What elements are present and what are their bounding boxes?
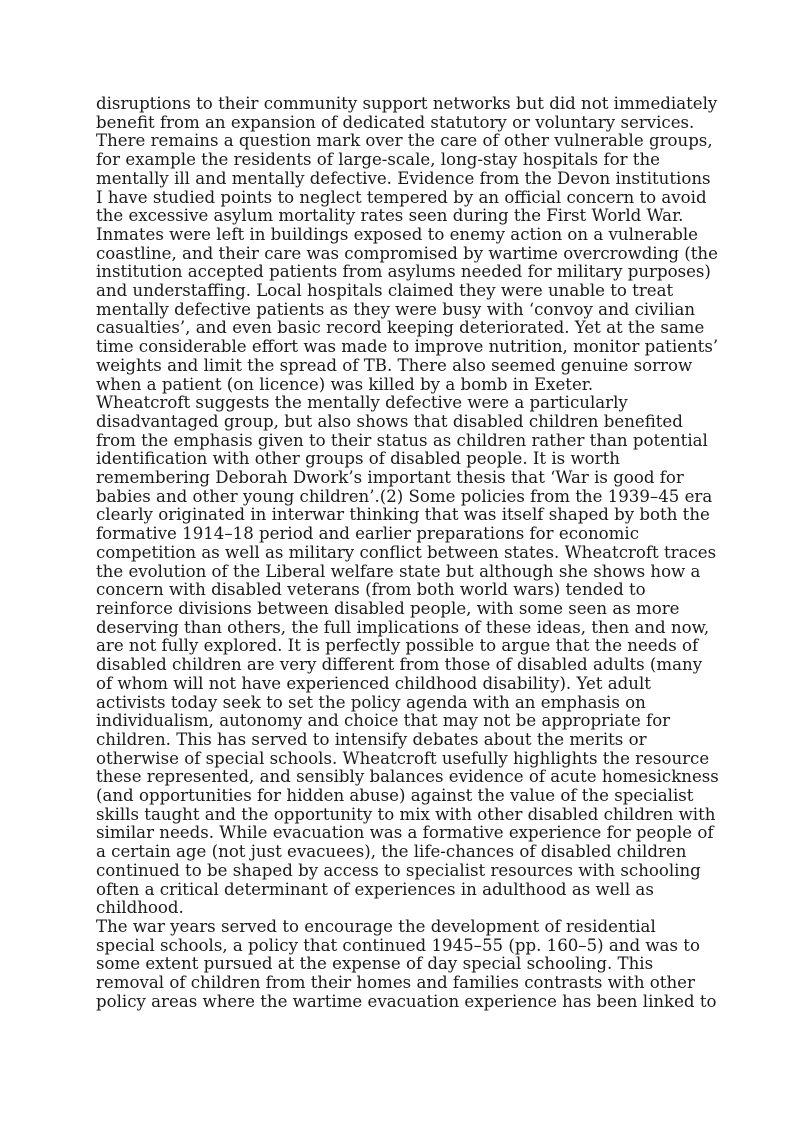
text-line: for example the residents of large-scale, long-stay hospitals for the [96,150,660,170]
text-line: The war years served to encourage the development of residential [96,916,656,936]
text-line: childhood. [96,898,184,918]
text-line: continued to be shaped by access to specialist resources with schooling [96,860,701,880]
text-line: babies and other young children’.(2) Some policies from the 1939–45 era [96,486,713,506]
text-line: remembering Deborah Dwork’s important thesis that ‘War is good for [96,468,684,488]
text-line: often a critical determinant of experiences in adulthood as well as [96,879,654,899]
text-line: formative 1914–18 period and earlier preparations for economic [96,524,639,544]
text-line: are not fully explored. It is perfectly possible to argue that the needs of [96,636,699,656]
text-line: concern with disabled veterans (from both world wars) tended to [96,580,646,600]
text-line: otherwise of special schools. Wheatcroft usefully highlights the resource [96,748,710,768]
text-line: mentally ill and mentally defective. Evidence from the Devon institutions [96,168,711,188]
text-line: a certain age (not just evacuees), the life-chances of disabled children [96,842,687,862]
text-line: I have studied points to neglect tempered by an official concern to avoid [96,187,707,207]
text-line: institution accepted patients from asylums needed for military purposes) [96,262,711,282]
text-line: individualism, autonomy and choice that may not be appropriate for [96,711,671,731]
document-body [96,94,719,1011]
text-line: Wheatcroft suggests the mentally defective were a particularly [96,393,628,413]
text-line: when a patient (on licence) was killed by a bomb in Exeter. [96,374,594,394]
text-line: mentally defective patients as they were busy with ‘convoy and civilian [96,299,696,319]
text-line: identification with other groups of disabled people. It is worth [96,449,620,469]
text-line: policy areas where the wartime evacuation experience has been linked to [96,991,717,1011]
text-line: Inmates were left in buildings exposed to enemy action on a vulnerable [96,224,698,244]
text-line: the excessive asylum mortality rates seen during the First World War. [96,206,684,226]
text-line: disadvantaged group, but also shows that disabled children benefited [96,411,683,431]
text-line: and understaffing. Local hospitals claimed they were unable to treat [96,281,674,301]
text-line: the evolution of the Liberal welfare state but although she shows how a [96,561,701,581]
text-line: removal of children from their homes and families contrasts with other [96,973,695,993]
text-line: reinforce divisions between disabled people, with some seen as more [96,598,680,618]
text-line: time considerable effort was made to improve nutrition, monitor patients’ [96,337,719,357]
text-line: children. This has served to intensify debates about the merits or [96,729,647,749]
text-line: casualties’, and even basic record keeping deteriorated. Yet at the same [96,318,705,338]
text-line: competition as well as military conflict between states. Wheatcroft traces [96,542,717,562]
text-line: weights and limit the spread of TB. There also seemed genuine sorrow [96,355,693,375]
text-line: from the emphasis given to their status as children rather than potential [96,430,708,450]
text-line: special schools, a policy that continued 1945–55 (pp. 160–5) and was to [96,935,700,955]
text-line: these represented, and sensibly balances evidence of acute homesickness [96,767,719,787]
text-line: skills taught and the opportunity to mix with other disabled children with [96,804,716,824]
text-line: coastline, and their care was compromised by wartime overcrowding (the [96,243,718,263]
text-line: similar needs. While evacuation was a formative experience for people of [96,823,714,843]
text-line: disabled children are very different from those of disabled adults (many [96,655,703,675]
text-line: activists today seek to set the policy agenda with an emphasis on [96,692,646,712]
text-line: benefit from an expansion of dedicated statutory or voluntary services. [96,112,695,132]
text-line: disruptions to their community support networks but did not immediately [96,94,718,113]
text-line: (and opportunities for hidden abuse) against the value of the specialist [96,786,694,806]
text-line: deserving than others, the full implications of these ideas, then and now, [96,617,710,637]
text-line: some extent pursued at the expense of day special schooling. This [96,954,654,974]
text-line: There remains a question mark over the care of other vulnerable groups, [96,131,713,151]
text-line: clearly originated in interwar thinking that was itself shaped by both the [96,505,710,525]
text-line: of whom will not have experienced childhood disability). Yet adult [96,673,651,693]
